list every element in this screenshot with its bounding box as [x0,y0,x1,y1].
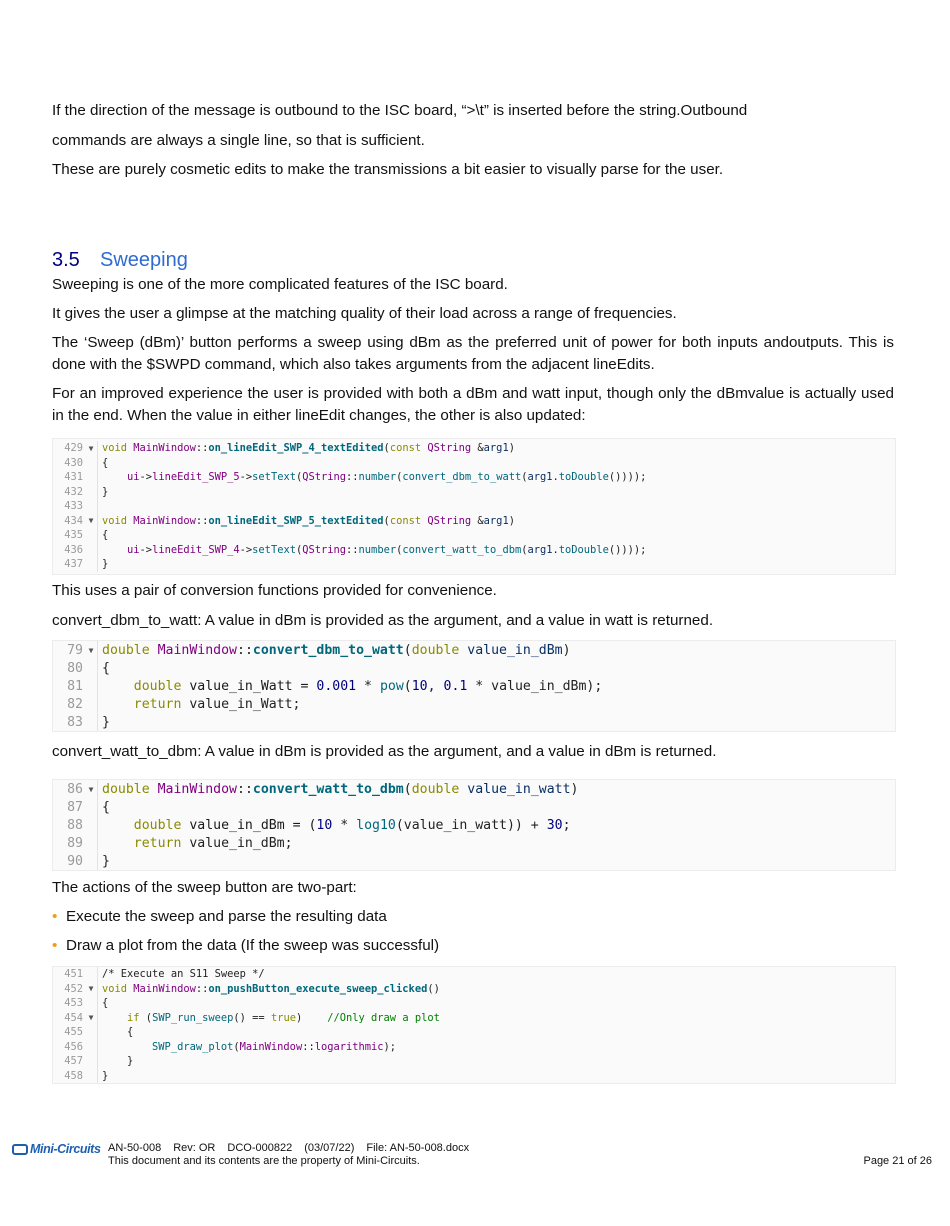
code-line: 452 ▼ void MainWindow::on_pushButton_execute_sweep_clicked() [53,982,895,997]
body-text: The actions of the sweep button are two-part: [52,879,357,896]
code-line: 451 /* Execute an S11 Sweep */ [53,967,895,982]
code-line: 458 } [53,1069,895,1084]
line-number: 457 [64,1055,83,1068]
line-number: 433 [64,500,83,513]
body-text: convert_dbm_to_watt: A value in dBm is provided as the argument, and a value in watt is returned. [52,612,714,629]
code-line: 88 double value_in_dBm = (10 * log10(value_in_watt)) + 30; [53,816,895,834]
code-line: 436 ui->lineEdit_SWP_4->setText(QString::number(convert_watt_to_dbm(arg1.toDouble()))); [53,543,895,558]
line-number: 87 [67,799,83,815]
body-text: commands are always a single line, so that is sufficient. [52,132,425,149]
page-footer [12,1141,932,1171]
code-line: 430 { [53,456,895,471]
code-line: 82 return value_in_Watt; [53,695,895,713]
line-number: 90 [67,853,83,869]
line-number: 80 [67,660,83,676]
line-number: 82 [67,696,83,712]
fold-arrow-icon: ▼ [88,784,94,794]
fold-arrow-icon: ▼ [88,645,94,655]
fold-arrow-icon: ▼ [88,443,94,453]
line-number: 454 [64,1011,83,1024]
code-line: 81 double value_in_Watt = 0.001 * pow(10, 0.1 * value_in_dBm); [53,677,895,695]
line-number: 81 [67,678,83,694]
line-number: 456 [64,1040,83,1053]
code-line: 90 } [53,852,895,870]
code-line: 80 { [53,659,895,677]
code-line: 429 ▼ void MainWindow::on_lineEdit_SWP_4_textEdited(const QString &arg1) [53,441,895,456]
code-line [53,499,895,514]
code-line: 83 } [53,713,895,731]
list-item: • Execute the sweep and parse the resulting data [52,906,387,928]
fold-arrow-icon: ▼ [88,516,94,526]
fold-arrow-icon: ▼ [88,1013,94,1023]
body-text: These are purely cosmetic edits to make the transmissions a bit easier to visually parse for the user. [52,161,724,178]
logo-mark-icon [12,1144,28,1155]
line-number: 455 [64,1026,83,1039]
code-line: 453 { [53,996,895,1011]
code-line: 432 } [53,485,895,500]
bullet-icon: • [52,937,58,954]
fold-arrow-icon: ▼ [88,984,94,994]
body-text: Sweeping is one of the more complicated features of the ISC board. [52,276,508,293]
line-number: 79 [67,642,83,658]
line-number: 437 [64,558,83,571]
body-text: If the direction of the message is outbound to the ISC board, “>\t” is inserted before the string.Outbound [52,102,748,119]
code-line: 434 ▼ void MainWindow::on_lineEdit_SWP_5_textEdited(const QString &arg1) [53,514,895,529]
line-number: 86 [67,781,83,797]
list-item: • Draw a plot from the data (If the sweep was successful) [52,935,439,957]
code-block-line-edit-handlers [52,438,896,575]
footer-property-notice: This document and its contents are the property of Mini-Circuits. [108,1155,420,1167]
line-number: 432 [64,485,83,498]
code-block-convert-watt-to-dbm [52,779,896,871]
section-heading [52,247,188,273]
line-number: 453 [64,997,83,1010]
line-number: 451 [64,968,83,981]
code-line: 455 { [53,1025,895,1040]
code-line: 79 ▼ double MainWindow::convert_dbm_to_watt(double value_in_dBm) [53,641,895,659]
section-title: Sweeping [100,249,188,271]
line-number: 430 [64,456,83,469]
line-number: 458 [64,1069,83,1082]
code-line: 89 return value_in_dBm; [53,834,895,852]
code-line: 454 ▼ if (SWP_run_sweep() == true) //Only draw a plot [53,1011,895,1026]
line-number: 83 [67,714,83,730]
line-number: 435 [64,529,83,542]
line-number: 452 [64,982,83,995]
code-line: 431 ui->lineEdit_SWP_5->setText(QString::number(convert_dbm_to_watt(arg1.toDouble()))); [53,470,895,485]
code-block-sweep-clicked [52,966,896,1084]
code-line: 435 { [53,528,895,543]
bullet-icon: • [52,908,58,925]
code-block-convert-dbm-to-watt [52,640,896,732]
body-text: This uses a pair of conversion functions provided for convenience. [52,582,497,599]
line-number: 436 [64,543,83,556]
line-number: 89 [67,835,83,851]
body-text: For an improved experience the user is provided with both a dBm and watt input, though only the dBmvalue is actually used in the end. When the value in either lineEdit changes, the other is also updated: [52,385,894,424]
code-line: 87 { [53,798,895,816]
line-number: 434 [64,514,83,527]
body-text: It gives the user a glimpse at the matching quality of their load across a range of frequencies. [52,305,677,322]
line-number: 429 [64,442,83,455]
body-text: convert_watt_to_dbm: A value in dBm is provided as the argument, and a value in dBm is returned. [52,743,717,760]
page-number: Page 21 of 26 [863,1155,932,1167]
section-number: 3.5 [52,249,80,271]
code-line: 437 } [53,557,895,572]
line-number: 88 [67,817,83,833]
footer-doc-info: AN-50-008 Rev: OR DCO-000822 (03/07/22) File: AN-50-008.docx [108,1142,470,1154]
code-line: 457 } [53,1054,895,1069]
code-line: 86 ▼ double MainWindow::convert_watt_to_dbm(double value_in_watt) [53,780,895,798]
company-logo: Mini-Circuits [12,1142,101,1156]
code-line: 456 SWP_draw_plot(MainWindow::logarithmic); [53,1040,895,1055]
line-number: 431 [64,471,83,484]
body-text: The ‘Sweep (dBm)’ button performs a sweep using dBm as the preferred unit of power for both inputs andoutputs. This is done with the $SWPD command, which also takes arguments from the adjacent lineEdits. [52,334,894,373]
